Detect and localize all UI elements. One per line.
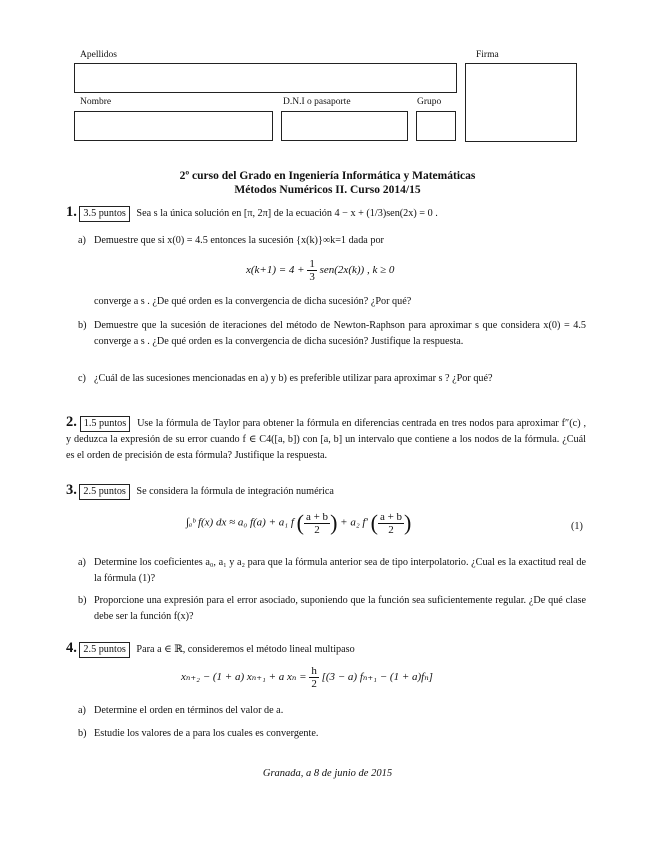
nombre-field[interactable] [74, 111, 273, 141]
question-1-header [66, 204, 438, 222]
item-tag: a) [78, 705, 86, 716]
question-4-header [66, 640, 355, 658]
question-2-text: Use la fórmula de Taylor para obtener la fórmula en diferencias centrada en tres nodos para aproximar f″(c) , y deduzca la expresión de su error cuando f ∈ C4([a, b]) con [a, b] un intervalo que contiene a los nodos de la fórmula. ¿Cuál es el orden de precisión de esta fórmula? Justifique la respuesta. [66, 418, 587, 461]
question-1-points: 3.5 puntos [79, 206, 129, 222]
question-4-intro: Para a ∈ ℝ, consideremos el método lineal multipaso [136, 644, 355, 655]
subject-title: Métodos Numéricos II. Curso 2014/15 [234, 184, 421, 196]
question-1a-text: Demuestre que si x(0) = 4.5 entonces la sucesión {x(k)}∞k=1 dada por [94, 235, 384, 246]
item-tag: b) [78, 595, 87, 606]
multistep-lhs: xₙ₊₂ − (1 + a) xₙ₊₁ + a xₙ = [181, 671, 307, 684]
question-3a [78, 555, 586, 586]
question-4-points: 2.5 puntos [79, 642, 129, 658]
equation-label: (1) [571, 521, 583, 532]
midpoint-fraction: $\frac{a + b}{2}$ [305, 510, 329, 536]
iteration-rhs: sen(2x(k)) , k ≥ 0 [319, 264, 395, 277]
date-footer: Granada, a 8 de junio de 2015 [262, 768, 393, 779]
question-2-number: 2. [66, 414, 77, 430]
question-1b [78, 318, 586, 349]
course-title: 2º curso del Grado en Ingeniería Informática y Matemáticas [179, 170, 476, 182]
midpoint-fraction-2: $\frac{a + b}{2}$ [379, 510, 403, 536]
question-1a-continuation: converge a s . ¿De qué orden es la convergencia de dicha sucesión? ¿Por qué? [94, 296, 412, 307]
item-tag: b) [78, 320, 87, 331]
multistep-equation [181, 665, 433, 690]
question-1a [78, 233, 586, 249]
dni-field[interactable] [281, 111, 408, 141]
dni-label: D.N.I o pasaporte [283, 97, 351, 107]
question-3-intro: Se considera la fórmula de integración numérica [136, 486, 334, 497]
apellidos-field[interactable] [74, 63, 457, 93]
iteration-equation [246, 258, 394, 283]
question-3-points: 2.5 puntos [79, 484, 129, 500]
grupo-label: Grupo [417, 97, 442, 107]
quadrature-equation: ∫ₐᵇ f(x) dx ≈ a₀ f(a) + a₁ f ( $\frac{a + b}{2}$ ) + a₂ f′ ( $\frac{a + b}{2}$ ) [186, 510, 412, 536]
iteration-lhs: x(k+1) = 4 + [246, 264, 305, 277]
question-3-header [66, 482, 334, 500]
quadrature-part-b: + a₂ f′ [340, 516, 368, 529]
question-4-number: 4. [66, 640, 77, 656]
question-1c-text: ¿Cuál de las sucesiones mencionadas en a) y b) es preferible utilizar para aproximar s ? ¿Por qué? [94, 373, 493, 384]
question-2 [66, 415, 586, 463]
nombre-label: Nombre [80, 97, 112, 107]
multistep-rhs: [(3 − a) fₙ₊₁ − (1 + a)fₙ] [321, 671, 433, 684]
question-1-number: 1. [66, 204, 77, 220]
question-4b-text: Estudie los valores de a para los cuales es convergente. [94, 728, 319, 739]
question-1-intro: Sea s la única solución en [π, 2π] de la ecuación 4 − x + (1/3)sen(2x) = 0 . [136, 208, 438, 219]
question-4b [78, 726, 586, 742]
question-1b-text: Demuestre que la sucesión de iteraciones del método de Newton-Raphson para aproximar s que considera x(0) = 4.5 converge a s . ¿De qué orden es la convergencia de dicha sucesión? Justifique la respuesta. [94, 320, 586, 347]
question-4a-text: Determine el orden en términos del valor de a. [94, 705, 284, 716]
question-1c [78, 371, 586, 387]
quadrature-part-a: ∫ₐᵇ f(x) dx ≈ a₀ f(a) + a₁ f [186, 516, 294, 529]
question-3-number: 3. [66, 482, 77, 498]
item-tag: c) [78, 373, 86, 384]
item-tag: a) [78, 235, 86, 246]
question-2-points: 1.5 puntos [80, 416, 130, 432]
firma-label: Firma [476, 50, 499, 60]
question-4a [78, 703, 586, 719]
question-1a-cont [78, 294, 586, 310]
item-tag: b) [78, 728, 87, 739]
h-half-fraction: $\frac{h}{2}$ [311, 665, 317, 690]
question-3a-text: Determine los coeficientes a₀, a₁ y a₂ para que la fórmula anterior sea de tipo interpolatorio. ¿Cual es la exactitud real de la fórmula (1)? [94, 557, 586, 584]
item-tag: a) [78, 557, 86, 568]
question-3b [78, 593, 586, 624]
grupo-field[interactable] [416, 111, 456, 141]
question-3b-text: Proporcione una expresión para el error asociado, suponiendo que la función sea suficientemente regular. ¿De qué clase debe ser la función f(x)? [94, 595, 586, 622]
apellidos-label: Apellidos [80, 50, 117, 60]
one-third-fraction: $\frac{1}{3}$ [309, 258, 315, 283]
firma-field[interactable] [465, 63, 577, 142]
